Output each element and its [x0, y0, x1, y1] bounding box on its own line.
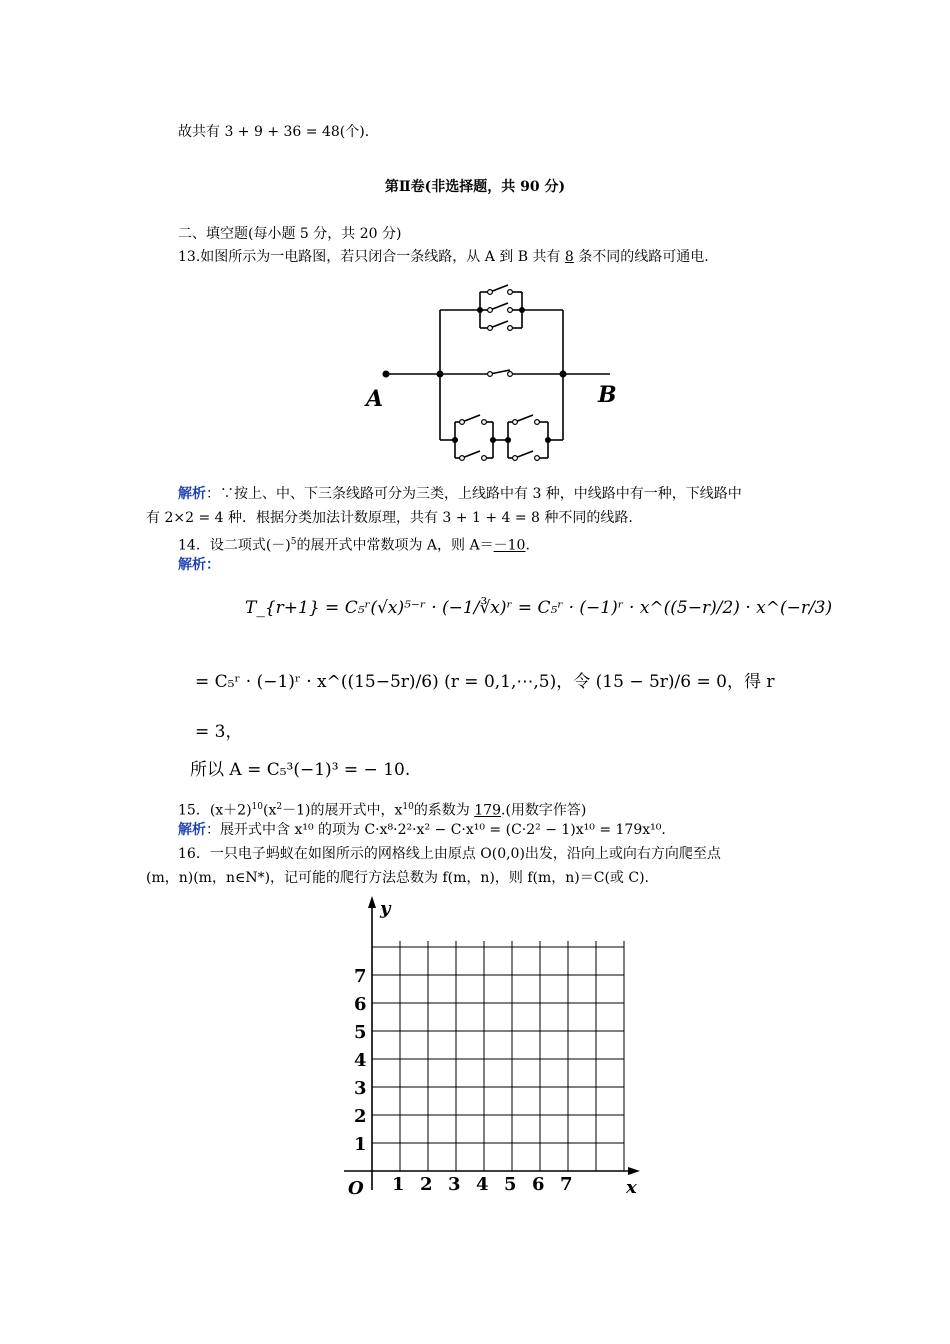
contact-1 — [488, 290, 493, 295]
x-tick-label: 5 — [504, 1174, 517, 1195]
contact-12 — [482, 456, 487, 461]
q13-text-post: 条不同的线路可通电. — [573, 249, 709, 265]
x-tick-label: 3 — [448, 1174, 461, 1195]
q15-sup2: 2 — [276, 802, 283, 812]
x-tick-label: 4 — [476, 1174, 489, 1195]
contact-8 — [508, 372, 513, 377]
y-tick-label: 1 — [354, 1134, 367, 1155]
contact-4 — [508, 308, 513, 313]
x-tick-label: 6 — [532, 1174, 545, 1195]
circuit-label-b: B — [598, 382, 617, 408]
q15-analysis-text: ：展开式中含 x¹⁰ 的项为 C·x⁸·2²·x² − C·x¹⁰ = (C·2² − 1)x¹⁰ = 179x¹⁰. — [206, 822, 666, 838]
y-tick-label: 7 — [354, 966, 367, 987]
math-row-3: = 3， — [195, 722, 243, 742]
x-tick-label: 2 — [420, 1174, 433, 1195]
y-tick-label: 6 — [354, 994, 367, 1015]
y-tick-label: 5 — [354, 1022, 367, 1043]
math-row-1: T_{r+1} = C₅ʳ(√x)⁵⁻ʳ · (−1/∛x)ʳ = C₅ʳ · (−1)ʳ · x^((5−r)/2) · x^(−r/3) — [245, 598, 833, 618]
q15-text-pre: 15．(x＋2) — [178, 802, 252, 819]
origin-label: O — [348, 1178, 364, 1199]
q15-text-mid2: －1)的展开式中，x — [282, 802, 403, 819]
contact-2 — [508, 290, 513, 295]
q16-line2: (m，n)(m，n∈N*)，记可能的爬行方法总数为 f(m，n)，则 f(m，n)＝C(或 C). — [146, 870, 649, 886]
q15-question — [178, 797, 586, 821]
contact-6 — [508, 326, 513, 331]
section-title: 第Ⅱ卷(非选择题，共 90 分) — [384, 179, 566, 195]
contact-14 — [535, 420, 540, 425]
node-bot-2 — [490, 437, 496, 443]
contact-5 — [488, 326, 493, 331]
math-row-4: 所以 A = C₅³(−1)³ = − 10. — [190, 760, 411, 780]
q14-text-mid: 的展开式中常数项为 A，则 A＝ — [296, 537, 494, 554]
node-top-left — [477, 307, 483, 313]
y-axis-label: y — [380, 898, 391, 919]
q13-answer: 8 — [564, 249, 574, 265]
y-tick-label: 2 — [354, 1106, 367, 1127]
switch-middle — [490, 370, 510, 374]
fill-header: 二、填空题(每小题 5 分，共 20 分) — [178, 226, 402, 242]
q15-answer: 179 — [474, 802, 501, 819]
q13-question — [178, 247, 709, 267]
contact-9 — [460, 420, 465, 425]
q13-text-pre: 13.如图所示为一电路图，若只闭合一条线路，从 A 到 B 共有 — [178, 249, 565, 265]
q14-answer: －10 — [493, 537, 526, 554]
x-axis-label: x — [626, 1177, 637, 1198]
contact-16 — [535, 456, 540, 461]
q13-analysis-label: 解析 — [178, 486, 206, 502]
node-bot-3 — [505, 437, 511, 443]
q15-analysis-label: 解析 — [178, 822, 206, 838]
circuit-diagram — [360, 270, 620, 470]
q15-text-mid1: (x — [263, 802, 277, 819]
q15-text-post: .(用数字作答) — [501, 802, 587, 819]
x-tick-label: 1 — [392, 1174, 405, 1195]
contact-10 — [482, 420, 487, 425]
node-right — [560, 371, 567, 378]
contact-3 — [488, 308, 493, 313]
y-axis-arrow — [368, 896, 376, 908]
grid-figure — [336, 890, 656, 1210]
text-line-count: 故共有 3 + 9 + 36 = 48(个). — [178, 124, 370, 140]
q14-text-post: . — [525, 537, 530, 554]
q14-text-pre: 14．设二项式(－) — [178, 537, 291, 554]
x-axis-arrow — [628, 1167, 640, 1175]
contact-15 — [513, 456, 518, 461]
node-bot-4 — [545, 437, 551, 443]
node-bot-1 — [452, 437, 458, 443]
circuit-label-a: A — [366, 386, 384, 412]
q15-sup1: 10 — [251, 802, 263, 812]
contact-13 — [513, 420, 518, 425]
q15-analysis — [178, 820, 666, 840]
contact-7 — [488, 372, 493, 377]
q13-analysis — [178, 484, 742, 504]
q16-line1: 16．一只电子蚂蚁在如图所示的网格线上由原点 O(0,0)出发，沿向上或向右方向爬至点 — [178, 846, 721, 862]
y-tick-label: 4 — [354, 1050, 367, 1071]
x-tick-label: 7 — [560, 1174, 573, 1195]
q15-text-mid3: 的系数为 — [413, 802, 475, 819]
q13-analysis-line2: 有 2×2 = 4 种．根据分类加法计数原理，共有 3 + 1 + 4 = 8 种不同的线路. — [146, 510, 633, 526]
q14-exponent: 5 — [290, 537, 297, 547]
q14-analysis-label: 解析： — [178, 557, 220, 573]
node-left — [437, 371, 444, 378]
q15-sup3: 10 — [402, 802, 414, 812]
contact-11 — [460, 456, 465, 461]
q13-analysis-text: ：∵按上、中、下三条线路可分为三类，上线路中有 3 种，中线路中有一种，下线路中 — [206, 486, 742, 502]
q14-question — [178, 532, 530, 556]
y-tick-label: 3 — [354, 1078, 367, 1099]
node-top-right — [519, 307, 525, 313]
math-row-2: = C₅ʳ · (−1)ʳ · x^((15−5r)/6) (r = 0,1,⋯,5)，令 (15 − 5r)/6 = 0，得 r — [195, 672, 775, 692]
node-a — [383, 371, 390, 378]
